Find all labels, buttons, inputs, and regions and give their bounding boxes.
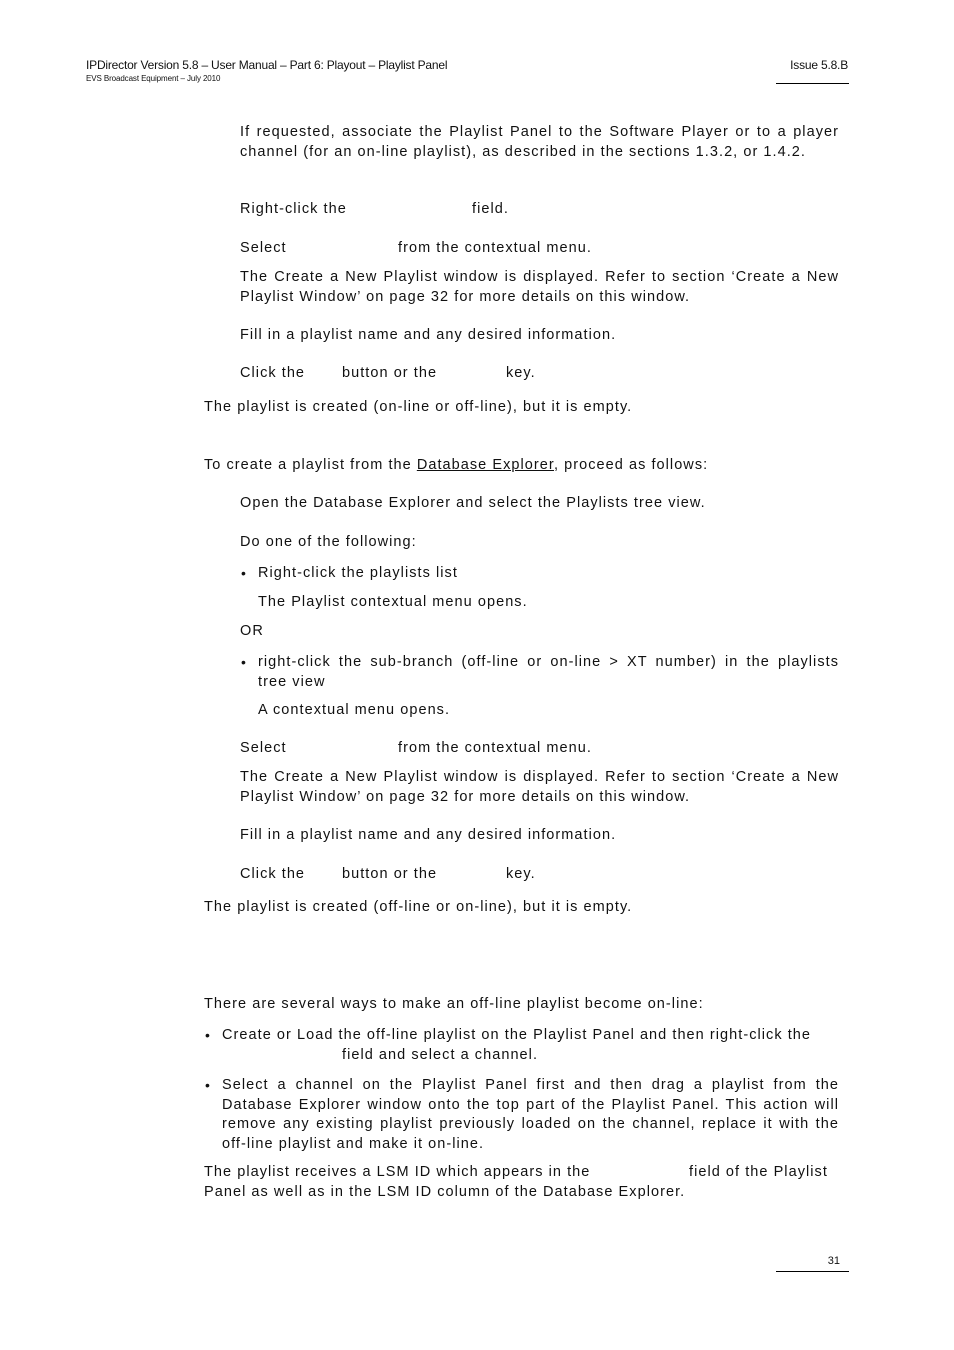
step-associate: If requested, associate the Playlist Panel to the Software Player or to a player channel (for an on-line playlist), as described in the sections 1.3.2, or 1.4.2. (240, 124, 839, 160)
header-issue: Issue 5.8.B (790, 58, 848, 72)
result-text-a: The playlist receives a LSM ID which appears in the (204, 1164, 591, 1180)
footer-rule (776, 1271, 849, 1272)
page-number: 31 (827, 1255, 840, 1267)
bullet-select-channel: Select a channel on the Playlist Panel first and then drag a playlist from the Database Explorer window onto the top part of the Playlist Panel. This action will remove any existing playlist previously loaded on the channel, replace it with the off-line playlist and make it on-line. (222, 1077, 839, 1152)
bullet-result: The Playlist contextual menu opens. (258, 594, 528, 610)
step-rightclick-prefix: Right-click the (240, 201, 347, 217)
bullet-icon: • (241, 565, 246, 581)
step-do-one: Do one of the following: (240, 534, 417, 550)
intro-text-end: , proceed as follows: (553, 457, 709, 473)
bullet-icon: • (241, 654, 246, 670)
step-fill: Fill in a playlist name and any desired information. (240, 827, 617, 843)
result-text: The playlist is created (on-line or off-line), but it is empty. (204, 399, 633, 415)
result-text-c: Panel as well as in the LSM ID column of the Database Explorer. (204, 1184, 686, 1200)
step-select-suffix: from the contextual menu. (398, 240, 592, 256)
header-rule (776, 83, 849, 84)
header-subtitle: EVS Broadcast Equipment – July 2010 (86, 74, 221, 83)
intro-text: To create a playlist from the (204, 457, 417, 473)
bullet-rightclick-subbranch: right-click the sub-branch (off-line or on-line > XT number) in the playlists tree view (258, 654, 839, 690)
database-explorer-link[interactable]: Database Explorer (416, 457, 554, 473)
step-click-prefix: Click the (240, 866, 306, 882)
section3-intro: There are several ways to make an off-line playlist become on-line: (204, 996, 704, 1012)
bullet-result: A contextual menu opens. (258, 702, 451, 718)
bullet-create-load-line1: Create or Load the off-line playlist on the Playlist Panel and then right-click the (222, 1027, 812, 1043)
step-rightclick-suffix: field. (472, 201, 509, 217)
result-text-b: field of the Playlist (689, 1164, 828, 1180)
or-label: OR (240, 623, 264, 639)
step-click-suffix: key. (506, 866, 536, 882)
bullet-create-load-line2: field and select a channel. (342, 1047, 539, 1063)
bullet-icon: • (205, 1027, 210, 1043)
step-window-info: The Create a New Playlist window is displayed. Refer to section ‘Create a New Playlist Window’ on page 32 for more details on this window. (240, 769, 839, 805)
step-select-suffix: from the contextual menu. (398, 740, 592, 756)
bullet-rightclick-list: Right-click the playlists list (258, 565, 458, 581)
step-click-suffix: key. (506, 365, 536, 381)
step-open: Open the Database Explorer and select the Playlists tree view. (240, 495, 706, 511)
step-select-prefix: Select (240, 740, 287, 756)
step-select-prefix: Select (240, 240, 287, 256)
bullet-icon: • (205, 1077, 210, 1093)
step-fill: Fill in a playlist name and any desired information. (240, 327, 617, 343)
section2-intro (204, 456, 708, 476)
step-click-middle: button or the (342, 365, 438, 381)
result-text: The playlist is created (off-line or on-line), but it is empty. (204, 899, 633, 915)
header-title: IPDirector Version 5.8 – User Manual – Part 6: Playout – Playlist Panel (86, 58, 448, 72)
step-click-middle: button or the (342, 866, 438, 882)
step-click-prefix: Click the (240, 365, 306, 381)
step-window-info: The Create a New Playlist window is displayed. Refer to section ‘Create a New Playlist Window’ on page 32 for more details on this window. (240, 269, 839, 305)
